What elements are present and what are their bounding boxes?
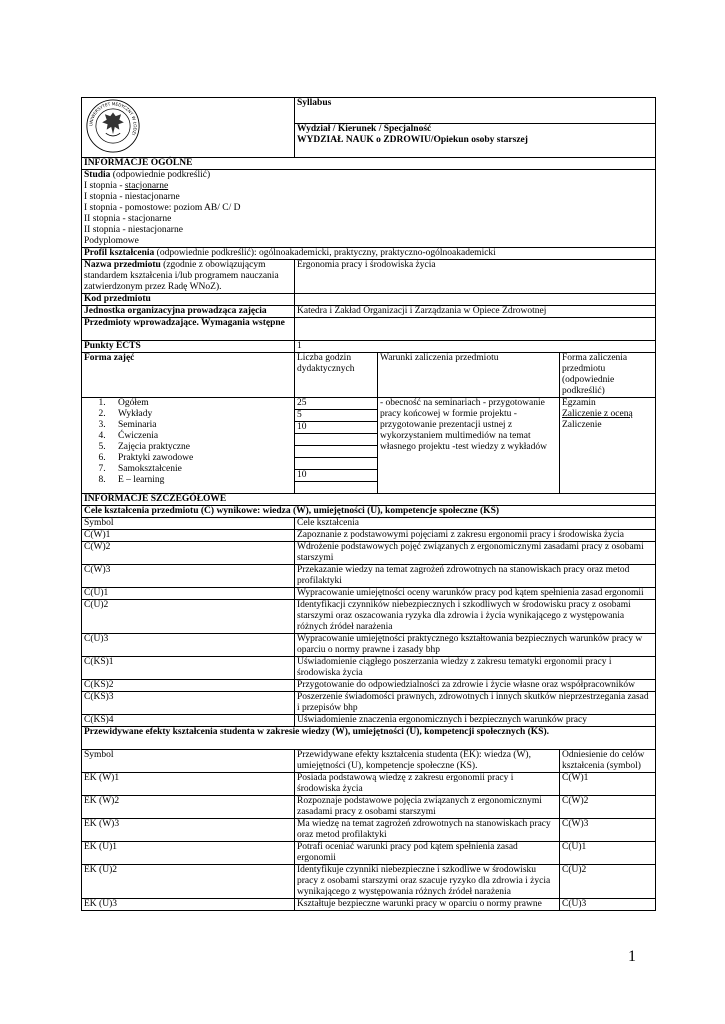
- credit-form-option: Zaliczenie z oceną: [562, 409, 633, 419]
- form-item: 8. E – learning: [108, 475, 292, 486]
- table-row: [82, 715, 656, 727]
- table-row: [82, 530, 656, 542]
- conditions-header: Warunki zaliczenia przedmiotu: [378, 353, 560, 398]
- outcome-ref: C(U)1: [560, 842, 656, 865]
- university-emblem-icon: [86, 99, 140, 153]
- unit-label: Jednostka organizacyjna prowadząca zajęcia: [82, 306, 295, 318]
- outcomes-header-ref: Odniesienie do celów kształcenia (symbol): [560, 750, 656, 773]
- forms-list: [84, 398, 292, 486]
- credit-form-option: Egzamin: [562, 398, 596, 408]
- hours-value: 25: [295, 398, 377, 410]
- outcomes-header-row: [82, 750, 656, 773]
- table-row: [82, 796, 656, 819]
- table-row: [82, 680, 656, 692]
- outcome-ref: C(W)3: [560, 819, 656, 842]
- goal-symbol: C(KS)3: [82, 692, 295, 715]
- studia-option: II stopnia - stacjonarne: [84, 214, 172, 224]
- forms-label: Forma zajęć: [82, 353, 295, 398]
- outcome-text: Potrafi oceniać warunki pracy pod kątem spełnienia zasad ergonomii: [295, 842, 560, 865]
- goals-header-symbol: Symbol: [82, 518, 295, 530]
- goal-text: Wypracowanie umiejętności oceny warunków pracy pod kątem spełnienia zasad ergonomii: [295, 588, 656, 600]
- credit-forms-cell: [560, 398, 656, 494]
- studia-option: II stopnia - niestacjonarne: [84, 225, 183, 235]
- goals-title: Cele kształcenia przedmiotu (C) wynikowe: wiedza (W), umiejętności (U), kompetencje społeczne (KS): [82, 506, 656, 518]
- course-code-label: Kod przedmiotu: [82, 294, 295, 306]
- goal-symbol: C(KS)4: [82, 715, 295, 727]
- table-row: [82, 634, 656, 657]
- form-item: 4. Ćwiczenia: [108, 431, 292, 442]
- goal-text: Przygotowanie do odpowiedzialności za zdrowie i życie własne oraz współpracowników: [295, 680, 656, 692]
- ects-label: Punkty ECTS: [82, 341, 295, 353]
- table-row: [82, 773, 656, 796]
- faculty-value: WYDZIAŁ NAUK o ZDROWIU/Opiekun osoby starszej: [297, 134, 528, 145]
- form-item: 2. Wykłady: [108, 409, 292, 420]
- table-row: [82, 692, 656, 715]
- table-row: [82, 542, 656, 565]
- table-row: [82, 565, 656, 588]
- goal-symbol: C(W)2: [82, 542, 295, 565]
- outcome-text: Kształtuje bezpieczne warunki pracy w oparciu o normy prawne: [295, 899, 560, 911]
- conditions-text: - obecność na seminariach - przygotowanie pracy końcowej w formie projektu - przygotowanie prezentacji ustnej z wykorzystaniem multimediów na temat własnego projektu -test wiedzy z wykładów: [378, 398, 560, 494]
- faculty-cell: [295, 123, 656, 157]
- ects-value: 1: [295, 341, 656, 353]
- detailed-section-title: INFORMACJE SZCZEGÓŁOWE: [82, 494, 656, 506]
- outcome-text: Posiada podstawową wiedzę z zakresu ergonomii pracy i środowiska życia: [295, 773, 560, 796]
- profile-label: Profil kształcenia: [84, 248, 155, 258]
- table-row: [82, 865, 656, 899]
- goal-text: Identyfikacji czynników niebezpiecznych i szkodliwych w środowisku pracy z osobami starszymi oraz oszacowania ryzyka dla zdrowia i życia wynikającego z występowania różnych źródeł narażenia: [295, 600, 656, 634]
- table-row: [82, 657, 656, 680]
- outcome-ref: C(W)1: [560, 773, 656, 796]
- hours-value: [295, 434, 377, 446]
- outcome-ref: C(U)2: [560, 865, 656, 899]
- profile-value: (odpowiednie podkreślić): ogólnoakademicki, praktyczny, praktyczno-ogólnoakademicki: [156, 248, 496, 258]
- hours-value: [295, 482, 377, 494]
- studia-option: Podyplomowe: [84, 236, 139, 246]
- outcome-text: Ma wiedzę na temat zagrożeń zdrowotnych na stanowiskach pracy oraz metod profilaktyki: [295, 819, 560, 842]
- hours-value: 5: [295, 410, 377, 422]
- outcome-symbol: EK (W)2: [82, 796, 295, 819]
- outcome-text: Identyfikuje czynniki niebezpieczne i szkodliwe w środowisku pracy z osobami starszymi oraz szacuje ryzyko dla zdrowia i życia wynikającego z występowania różnych źródeł narażenia: [295, 865, 560, 899]
- faculty-label: Wydział / Kierunek / Specjalność: [297, 123, 432, 134]
- forms-list-cell: [82, 398, 295, 494]
- outcomes-header-effect: Przewidywane efekty kształcenia studenta (EK): wiedza (W), umiejętności (U), kompetencje społeczne (KS).: [295, 750, 560, 773]
- syllabus-title: Syllabus: [295, 98, 656, 124]
- form-item: 7. Samokształcenie: [108, 464, 292, 475]
- outcome-symbol: EK (U)1: [82, 842, 295, 865]
- hours-value: 10: [295, 470, 377, 482]
- course-name-value: Ergonomia pracy i środowiska życia: [295, 260, 656, 294]
- general-section-title: INFORMACJE OGÓLNE: [82, 158, 656, 170]
- unit-value: Katedra i Zakład Organizacji i Zarządzania w Opiece Zdrowotnej: [295, 306, 656, 318]
- prereq-value: [295, 318, 656, 341]
- outcome-symbol: EK (U)3: [82, 899, 295, 911]
- goal-symbol: C(W)1: [82, 530, 295, 542]
- goal-symbol: C(U)1: [82, 588, 295, 600]
- hours-header: Liczba godzin dydaktycznych: [295, 353, 378, 398]
- outcome-symbol: EK (W)1: [82, 773, 295, 796]
- emblem-text: UNIWERSYTET MEDYCZNY W ŁODZI: [88, 101, 138, 137]
- goals-header-goal: Cele kształcenia: [295, 518, 656, 530]
- form-item: 5. Zajęcia praktyczne: [108, 442, 292, 453]
- table-row: [82, 899, 656, 911]
- table-row: [82, 600, 656, 634]
- profile-cell: [82, 248, 656, 260]
- course-code-value: [295, 294, 656, 306]
- credit-form-header: Forma zaliczenia przedmiotu (odpowiednie podkreślić): [560, 353, 656, 398]
- goal-text: Uświadomienie ciągłego poszerzania wiedzy z zakresu tematyki ergonomii pracy i środowiska życia: [295, 657, 656, 680]
- form-item: 1. Ogółem: [108, 398, 292, 409]
- course-name-label: Nazwa przedmiotu: [84, 260, 161, 270]
- outcomes-header-symbol: Symbol: [82, 750, 295, 773]
- form-item: 6. Praktyki zawodowe: [108, 453, 292, 464]
- credit-form-option: Zaliczenie: [562, 420, 602, 430]
- goal-text: Wdrożenie podstawowych pojęć związanych z ergonomicznymi zasadami pracy z osobami starszymi: [295, 542, 656, 565]
- goal-symbol: C(U)3: [82, 634, 295, 657]
- outcomes-title: Przewidywane efekty kształcenia studenta w zakresie wiedzy (W), umiejętności (U), kompetencji społecznych (KS).: [82, 727, 656, 750]
- studia-option: I stopnia - stacjonarne: [84, 181, 169, 191]
- goal-text: Uświadomienie znaczenia ergonomicznych i bezpiecznych warunków pracy: [295, 715, 656, 727]
- goal-text: Przekazanie wiedzy na temat zagrożeń zdrowotnych na stanowiskach pracy oraz metod profilaktyki: [295, 565, 656, 588]
- page-number: 1: [628, 948, 636, 965]
- form-item: 3. Seminaria: [108, 420, 292, 431]
- logo-cell: [82, 98, 295, 158]
- goal-text: Poszerzenie świadomości prawnych, zdrowotnych i innych skutków nieprzestrzegania zasad i przepisów bhp: [295, 692, 656, 715]
- course-name-hint: (zgodnie z obowiązującym standardem kształcenia i/lub programem nauczania zatwierdzonym przez Radę WNoZ).: [84, 260, 279, 292]
- studia-cell: [82, 170, 656, 248]
- outcome-symbol: EK (U)2: [82, 865, 295, 899]
- course-name-label-cell: [82, 260, 295, 294]
- goal-symbol: C(U)2: [82, 600, 295, 634]
- table-row: [82, 819, 656, 842]
- goal-symbol: C(KS)1: [82, 657, 295, 680]
- header-row: [82, 98, 656, 124]
- outcome-text: Rozpoznaje podstawowe pojęcia związanych z ergonomicznymi zasadami pracy z osobami starszymi: [295, 796, 560, 819]
- studia-label: Studia: [84, 170, 111, 180]
- table-row: [82, 588, 656, 600]
- table-row: [82, 842, 656, 865]
- studia-hint: (odpowiednie podkreślić): [112, 170, 211, 180]
- goal-text: Zapoznanie z podstawowymi pojęciami z zakresu ergonomii pracy i środowiska życia: [295, 530, 656, 542]
- outcome-symbol: EK (W)3: [82, 819, 295, 842]
- hours-value: 10: [295, 422, 377, 434]
- outcome-ref: C(U)3: [560, 899, 656, 911]
- hours-cell: [295, 398, 378, 494]
- outcome-ref: C(W)2: [560, 796, 656, 819]
- studia-option: I stopnia - niestacjonarne: [84, 192, 180, 202]
- goal-symbol: C(W)3: [82, 565, 295, 588]
- hours-value: [295, 458, 377, 470]
- goal-symbol: C(KS)2: [82, 680, 295, 692]
- syllabus-table: [81, 97, 656, 911]
- hours-value: [295, 446, 377, 458]
- goals-header-row: [82, 518, 656, 530]
- prereq-label: Przedmioty wprowadzające. Wymagania wstępne: [82, 318, 295, 341]
- goal-text: Wypracowanie umiejętności praktycznego kształtowania bezpiecznych warunków pracy w oparciu o normy prawne i zasady bhp: [295, 634, 656, 657]
- studia-option: I stopnia - pomostowe: poziom AB/ C/ D: [84, 203, 241, 213]
